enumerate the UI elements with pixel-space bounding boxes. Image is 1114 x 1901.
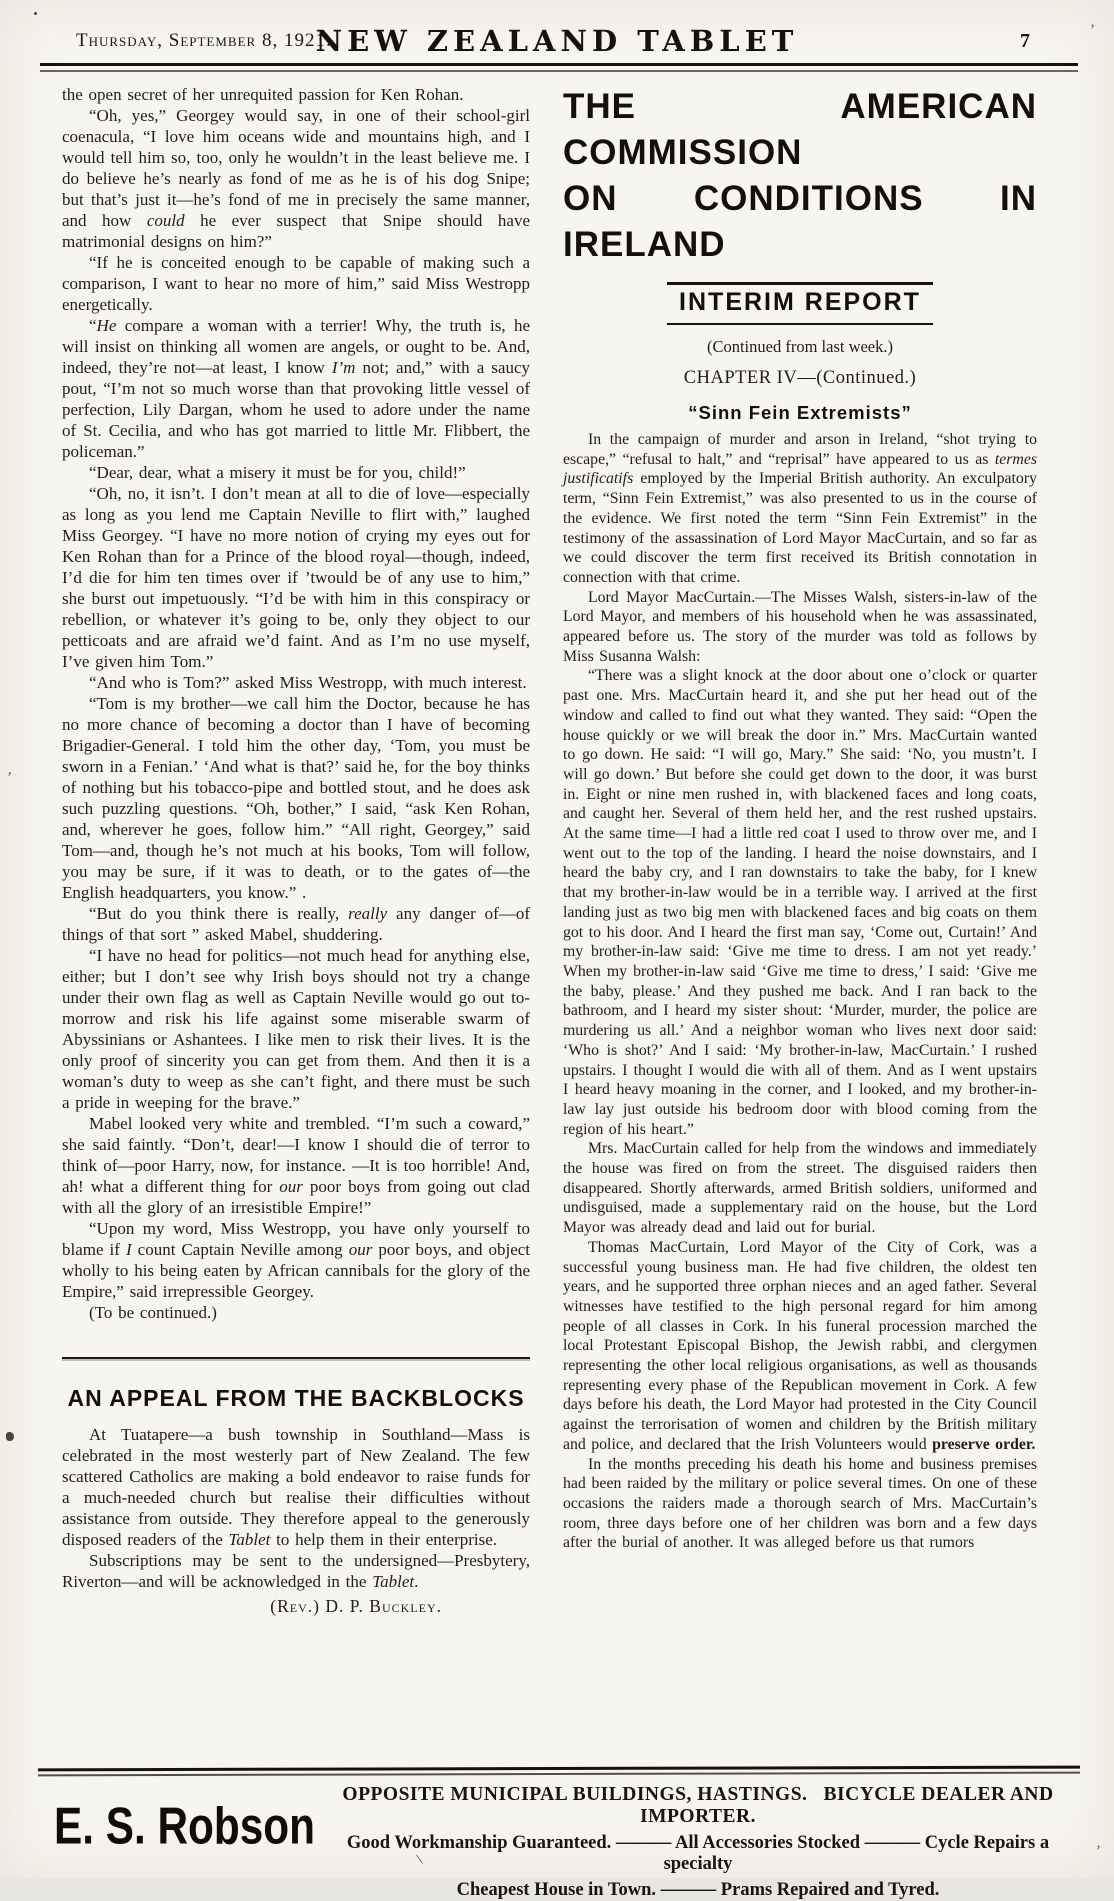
- serial-story: [62, 84, 530, 1323]
- right-column: [563, 84, 1037, 1774]
- ad-line-3: Cheapest House in Town. ——— Prams Repaired and Tyred.: [456, 1880, 940, 1900]
- commission-title: [563, 84, 1037, 268]
- appeal-heading: AN APPEAL FROM THE BACKBLOCKS: [67, 1385, 525, 1411]
- scan-artifact: [34, 12, 37, 15]
- story-paragraph: “But do you think there is really, really any danger of—of things of that sort ” asked Mabel, shuddering.: [62, 904, 530, 944]
- commission-paragraph: Lord Mayor MacCurtain.—The Misses Walsh, sisters-in-law of the Lord Mayor, and members of his household when he was assassinated, appeared before us. The story of the murder was told as follows by Miss Susanna Walsh:: [563, 588, 1037, 665]
- appeal-signature: (Rev.) D. P. Buckley.: [270, 1596, 442, 1616]
- scan-artifact: ’: [4, 769, 13, 787]
- story-paragraph: “I have no head for politics—not much head for anything else, either; but I don’t see why Irish boys should not try a change under their own flag as well as Captain Neville would go out to-morrow and risk his life against some miserable swarm of Abyssinians or Ashantees. I like men to risk their lives. It is the only proof of sincerity you can get from them. And then it is a woman’s duty to weep as she can’t fight, and there must be such a pride in weeping for the brave.”: [62, 946, 530, 1112]
- continued-note: (Continued from last week.): [706, 337, 894, 356]
- left-column: [62, 84, 530, 1762]
- story-paragraph: “He compare a woman with a terrier! Why, the truth is, he will insist on thinking all women are angels, or ought to be. And, indeed, they’re not—at least, I know I’m not; and,” with a saucy pout, “I’m not so much worse than that provoking little vessel of perfection, Lily Dargan, whom he used to adore under the name of St. Cecilia, and who has got married to little Mr. Flibbert, the policeman.”: [62, 316, 530, 461]
- commission-paragraph: In the campaign of murder and arson in Ireland, “shot trying to escape,” “refusal to halt,” and “reprisal” have appeared to us as termes justificatifs employed by the Imperial British authority. An exculpatory term, “Sinn Fein Extremist,” was also presented to us in the course of the evidence. We first noted the term “Sinn Fein Extremist” in the testimony of the assassination of Lord Mayor MacCurtain, and so far as we could discover the term first received its British connotation in connection with that crime.: [563, 431, 1037, 586]
- scan-artifact: \: [415, 1851, 425, 1869]
- story-paragraph: “Dear, dear, what a misery it must be for you, child!”: [89, 463, 466, 482]
- appeal-paragraph: Subscriptions may be sent to the undersigned—Presbytery, Riverton—and will be acknowledged in the Tablet.: [62, 1551, 530, 1591]
- ad-line-1: OPPOSITE MUNICIPAL BUILDINGS, HASTINGS. BICYCLE DEALER AND IMPORTER.: [342, 1784, 1054, 1827]
- scan-artifact: [6, 1432, 14, 1441]
- advertisement-robson: [54, 1784, 1074, 1901]
- scan-artifact: ’: [1096, 1843, 1101, 1859]
- interim-report-label: INTERIM REPORT: [679, 288, 921, 316]
- footer-rule: [38, 1766, 1080, 1777]
- section-heading: “Sinn Fein Extremists”: [688, 402, 912, 423]
- story-paragraph: “Oh, no, it isn’t. I don’t mean at all to die of love—especially as long as you lend me Captain Neville to flirt with,” laughed Miss Georgey. “I have no more notion of crying my eyes out for Ken Rohan than for a Prince of the blood royal—though, indeed, I’d die for him ten times over if ’twould be of any use to him,” she burst out impetuously. “I’d be with him in this conspiracy or rebellion, or whatever it’s going to be, only they object to our petticoats and are afraid we’d faint. And as I’m no use myself, I’ve given him Tom.”: [62, 484, 530, 671]
- chapter-heading: CHAPTER IV—(Continued.): [683, 368, 917, 388]
- story-paragraph: “And who is Tom?” asked Miss Westropp, with much interest.: [89, 673, 527, 692]
- page-number: 7: [1020, 30, 1030, 52]
- advertisement-text: [322, 1784, 1074, 1901]
- story-paragraph: the open secret of her unrequited passion for Ken Rohan.: [62, 85, 464, 104]
- story-paragraph: “Oh, yes,” Georgey would say, in one of their school-girl coenacula, “I love him oceans wide and mountains high, and I would tell him so, too, only he wouldn’t in the least believe me. I do believe he’s nearly as fond of me as he is of his dog Snipe; but that’s just it—he’s fond of me in precisely the same manner, and how could he ever suspect that Snipe should have matrimonial designs on him?”: [62, 106, 530, 251]
- story-paragraph: “Tom is my brother—we call him the Doctor, because he has no more chance of becoming a doctor than I have of becoming Brigadier-General. I told him the other day, ‘Tom, you must be sworn in a Fenian.’ ‘And what is that?’ said he, for the boy thinks of nothing but his tobacco-pipe and bottled stout, and he does ask such puzzling questions. “Oh, bother,” I said, “ask Ken Rohan, and, wherever he goes, follow him.” “All right, Georgey,” said Tom—and, though he’s not much at his books, Tom will follow, you may be sure, if it was to death, or to the gates of—the English headquarters, you know.” .: [62, 694, 530, 902]
- to-be-continued-note: (To be continued.): [89, 1303, 217, 1322]
- advertiser-name: E. S. Robson: [54, 1796, 315, 1855]
- commission-title-line2: ON CONDITIONS IN IRELAND: [563, 179, 1037, 264]
- story-paragraph: “Upon my word, Miss Westropp, you have only yourself to blame if I count Captain Neville among our poor boys, and object wholly to his being eaten by African cannibals for the glory of the Empire,” said irrepressible Georgey.: [62, 1219, 531, 1301]
- commission-paragraph: Mrs. MacCurtain called for help from the windows and immediately the house was fired on from the street. The disguised raiders then disappeared. Shortly afterwards, armed British soldiers, uniformed and undisguised, made a supplementary raid on the house, but the Lord Mayor was already dead and laid out for burial.: [563, 1140, 1037, 1237]
- commission-paragraph: In the months preceding his death his home and business premises had been raided by the military or police several times. On one of these occasions the raiders made a thorough search of Mrs. MacCurtain’s room, three days before one of her children was born and a few days after the burial of another. It was alleged before us that rumors: [563, 1455, 1037, 1552]
- appeal-paragraph: At Tuatapere—a bush township in Southland—Mass is celebrated in the most westerly part of New Zealand. The few scattered Catholics are making a bold endeavor to raise funds for a much-needed church but realise their difficulties without assistance from outside. They therefore appeal to the generously disposed readers of the Tablet to help them in their enterprise.: [62, 1425, 530, 1549]
- commission-title-line1: THE AMERICAN COMMISSION: [563, 87, 1037, 172]
- story-paragraph: “If he is conceited enough to be capable of making such a comparison, I want to hear no more of him,” said Miss Westropp energetically.: [62, 253, 530, 314]
- story-paragraph: Mabel looked very white and trembled. “I’m such a coward,” she said faintly. “Don’t, dear!—I know I should die of terror to think of—poor Harry, now, for instance. —It is too horrible! And, ah! what a different thing for our poor boys from going out clad with all the glory of an irresistible Empire!”: [62, 1114, 530, 1217]
- interim-report-banner: [667, 282, 933, 325]
- issue-date: Thursday, September 8, 1921.: [76, 30, 332, 51]
- appeal-article: [62, 1385, 530, 1617]
- ad-line-2: Good Workmanship Guaranteed. ——— All Accessories Stocked ——— Cycle Repairs a specialty: [346, 1833, 1050, 1874]
- masthead-title: NEW ZEALAND TABLET: [315, 24, 799, 58]
- appeal-body: [62, 1424, 530, 1592]
- commission-body: [563, 430, 1037, 1553]
- section-divider-rule: [62, 1357, 530, 1359]
- scan-artifact: ’: [1090, 22, 1095, 38]
- commission-paragraph: Thomas MacCurtain, Lord Mayor of the City of Cork, was a successful young business man. He had five children, the oldest ten years, and he supported three orphan nieces and an aged father. Several witnesses have testified to the high personal regard for him among people of all classes in Cork. In his funeral procession marched the local Protestant Episcopal Bishop, the Jewish rabbi, and clergymen representing the other local religious organisations, as well as thousands representing every phase of the Republican movement in Cork. A few days before his death, the Lord Mayor had protested in the City Council against the terrorisation of women and children by the British military and police, and declared that the Irish Volunteers would preserve order.: [563, 1238, 1037, 1453]
- commission-paragraph: “There was a slight knock at the door about one o’clock or quarter past one. Mrs. MacCurtain heard it, and she put her head out of the window and called to find out what they wanted. They said: “Open the house quickly or we will break the door in.” Mrs. MacCurtain wanted to go down. He said: “I will go, Mary.” She said: ‘No, you mustn’t. I will go down.’ But before she could get down to the door, it was burst in. Eight or nine men rushed in, with blackened faces and long coats, and caught her. Several of them held her, and the rest rushed upstairs. At the same time—I had a little red coat I used to throw over me, and I went out to the top of the landing. I heard the noise downstairs, and I heard the baby cry, and I ran downstairs to take the baby, for I knew that my brother-in-law would be in a terrible way. I arrived at the first landing just as two big men with blackened faces and big coats on them got to his door. And I heard the first man say, ‘Come out, Curtain!’ And my brother-in-law said: ‘Give me time to dress. I am not yet ready.’ When my brother-in-law said ‘Give me time to dress,’ I said: ‘Give me the baby, please.’ And they pushed me back. And I ran back to the bathroom, and I heard my sister shout: ‘Murder, murder, the police are murdering us all.’ And a neighbor woman who lives next door said: ‘Who is shot?’ And I said: ‘My brother-in-law, MacCurtain.’ I rushed upstairs. I thought I would die with all of them. And as I went upstairs I heard heavy moaning in the corner, and I looked, and my brother-in-law lay just outside his bedroom door with blood coming from the region of his heart.”: [563, 667, 1037, 1138]
- header-rule: [40, 63, 1078, 72]
